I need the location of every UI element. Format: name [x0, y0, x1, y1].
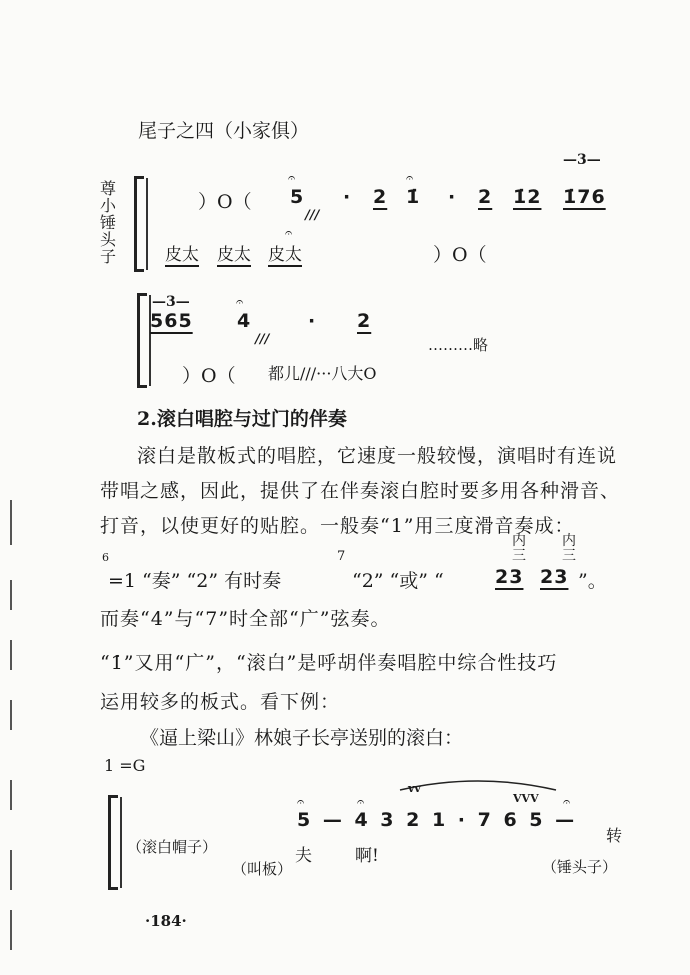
fermata-icon: 𝄐	[288, 171, 296, 186]
note: 565	[150, 310, 193, 332]
slur-icon	[398, 776, 560, 792]
example-text: =1 “奏” “2” 有时奏	[108, 570, 282, 592]
tremolo-icon: ///	[255, 332, 270, 347]
grace-note: 6	[102, 551, 109, 564]
grace-note: 7	[337, 549, 346, 564]
score-line	[146, 178, 148, 270]
example-title: 《逼上梁山》林娘子长亭送别的滚白：	[140, 727, 464, 749]
percussion-text: 都儿///···八大O	[268, 364, 377, 383]
note: 1̇	[406, 186, 421, 208]
score-bracket	[134, 176, 137, 272]
note: ·	[343, 186, 352, 208]
label-jiaoban: （叫板）	[232, 860, 293, 878]
note: 2	[357, 310, 372, 332]
note: 5	[290, 186, 305, 208]
fermata-icon: 𝄐	[406, 171, 414, 186]
score-line	[149, 295, 151, 386]
note: ·	[448, 186, 457, 208]
note: 1̇2	[513, 186, 542, 208]
page-number: ·184·	[145, 912, 187, 930]
note: 23	[540, 566, 569, 588]
fermata-icon: 𝄐	[563, 795, 571, 810]
lyric: 啊!	[355, 846, 379, 866]
tremolo-icon: ///	[305, 208, 320, 223]
paragraph-line: “1̇”又用“广”，“滚白”是呼胡伴奏唱腔中综合性技巧	[100, 652, 558, 674]
percussion-syllable: 皮太	[165, 245, 199, 265]
scan-edge-mark	[10, 640, 12, 670]
key-signature: 1 =G	[104, 756, 146, 775]
inner-label: 内	[512, 533, 526, 549]
scan-edge-mark	[10, 910, 12, 950]
label-left: （滚白帽子）	[127, 838, 218, 856]
triplet-mark: —3—	[152, 294, 190, 310]
triplet-mark: —3—	[563, 152, 601, 168]
scan-edge-mark	[10, 850, 12, 890]
fermata-icon: 𝄐	[297, 795, 305, 810]
instrument-label: 尊小锤头子	[100, 179, 117, 266]
fermata-icon: 𝄐	[236, 295, 244, 310]
example-text: “2” “或” “	[352, 570, 444, 592]
inner-mark: 三	[562, 548, 576, 564]
lower-rest: ）O（	[433, 244, 487, 266]
omitted-note: ………略	[428, 336, 489, 354]
percussion-syllable: 皮太	[268, 245, 302, 265]
zhuan-mark: 转	[606, 826, 623, 845]
scan-edge-mark	[10, 700, 12, 730]
note: 1̇76	[563, 186, 606, 208]
paragraph-line: 打音，以使更好的贴腔。一般奏“1”用三度滑音奏成：	[100, 515, 575, 537]
note: 23	[495, 566, 524, 588]
scan-edge-mark	[10, 780, 12, 810]
example-text: ”。	[578, 570, 607, 592]
fermata-icon: 𝄐	[285, 226, 293, 241]
inner-mark: 三	[512, 548, 526, 564]
fermata-icon: 𝄐	[357, 795, 365, 810]
note: 2	[373, 186, 388, 208]
mordent-icon: VVV	[513, 792, 539, 805]
paragraph-line: 滚白是散板式的唱腔，它速度一般较慢，演唱时有连说	[137, 445, 618, 467]
paragraph-line: 而奏“4”与“7”时全部“广”弦奏。	[100, 608, 391, 630]
label-right: （锤头子）	[542, 858, 618, 876]
note: 2	[478, 186, 493, 208]
percussion-syllable: 皮太	[217, 245, 251, 265]
score-bracket	[108, 795, 111, 890]
inner-label: 内	[562, 533, 576, 549]
paragraph-line: 带唱之感，因此，提供了在伴奏滚白腔时要多用各种滑音、	[100, 480, 621, 502]
lower-rest: ）O（	[182, 365, 236, 387]
melody-notes: 5 — 4 3 2 1 · 7 6 5 —	[297, 809, 576, 831]
scan-edge-mark	[10, 580, 12, 610]
score-line	[120, 797, 122, 888]
score-bracket	[137, 293, 140, 388]
section-title: 尾子之四（小家俱）	[138, 120, 310, 142]
mordent-icon: vv	[408, 782, 421, 795]
scan-edge-mark	[10, 500, 12, 545]
section-heading: 2.滚白唱腔与过门的伴奏	[137, 408, 347, 430]
lyric: 夫	[295, 846, 312, 866]
upper-rest: ）O（	[198, 191, 252, 213]
note: 4	[237, 310, 252, 332]
paragraph-line: 运用较多的板式。看下例：	[100, 691, 341, 713]
note: ·	[308, 310, 317, 332]
